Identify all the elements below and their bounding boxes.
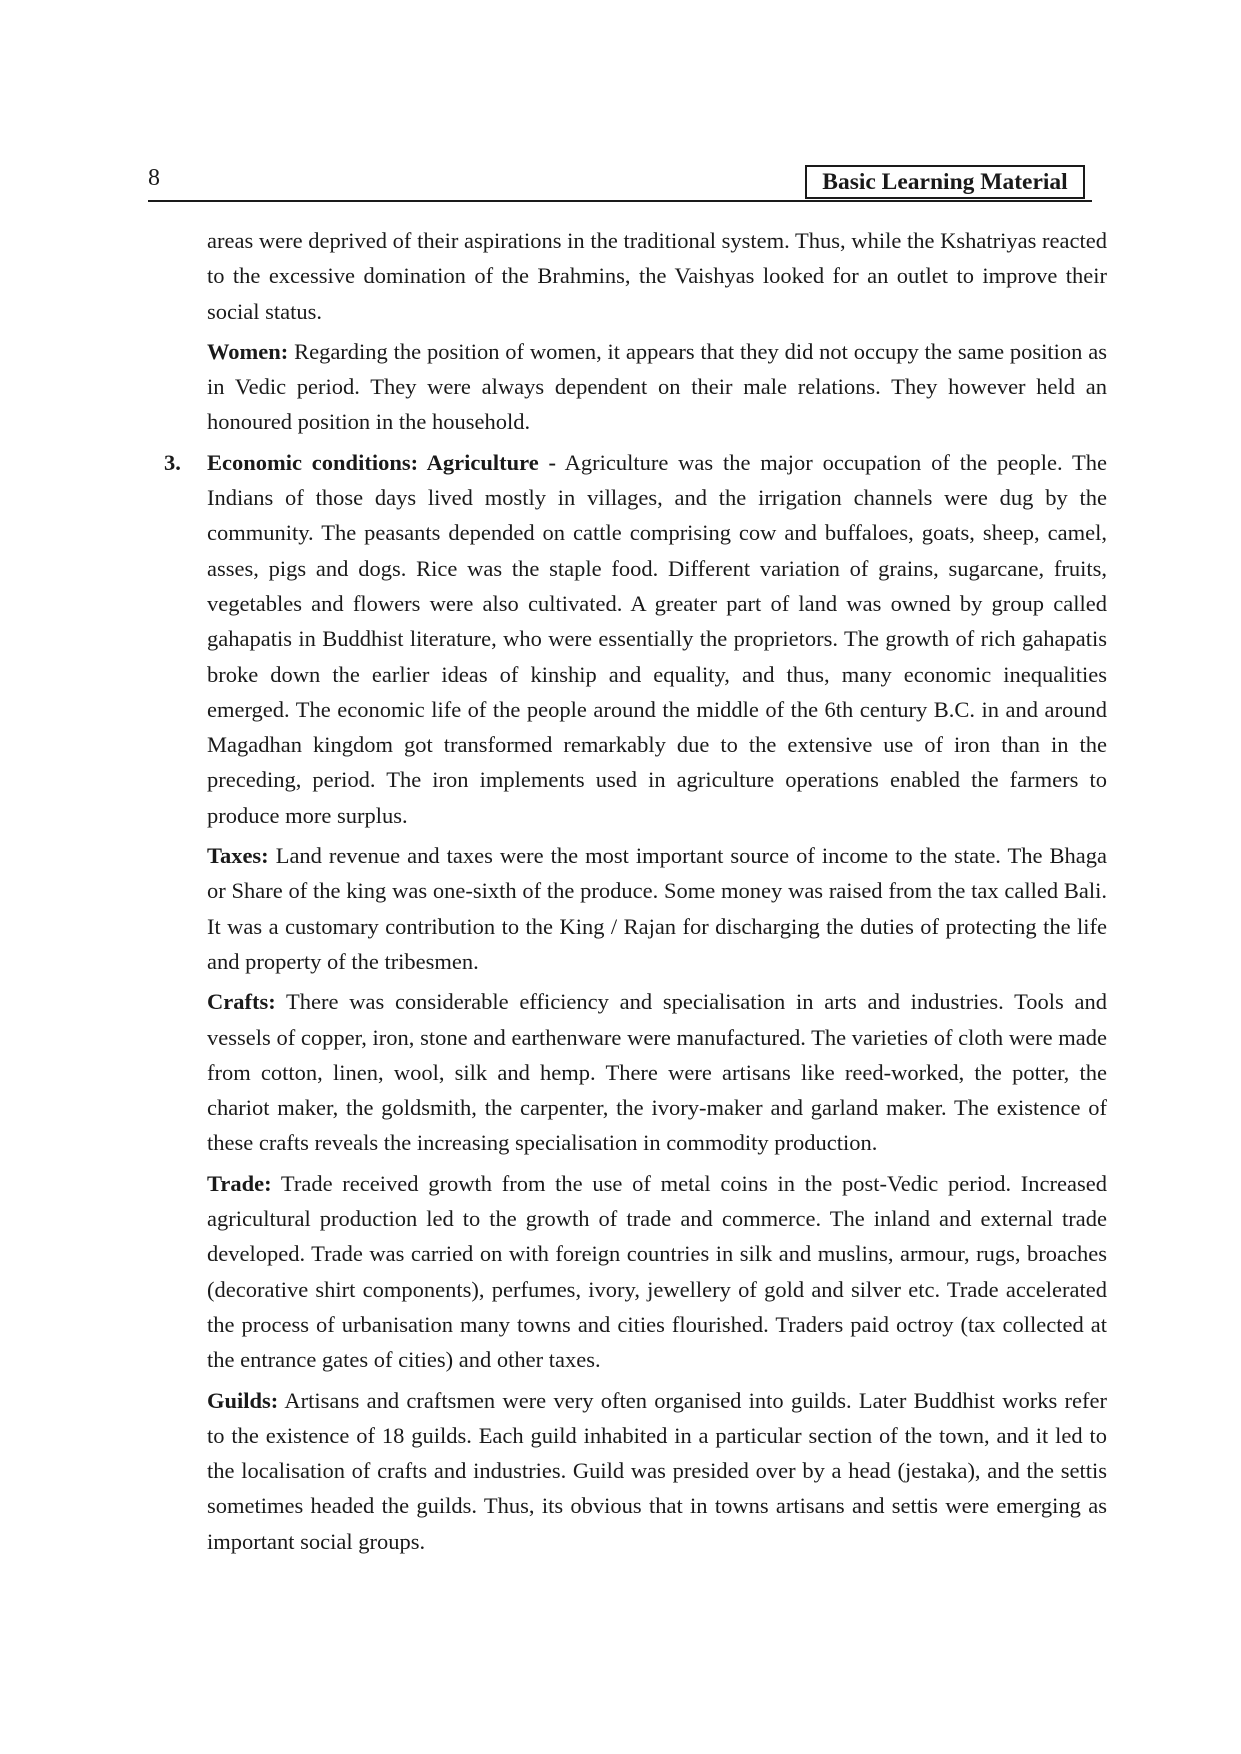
women-paragraph: [207, 334, 1107, 440]
taxes-heading: Taxes:: [207, 843, 269, 869]
crafts-heading: Crafts:: [207, 989, 276, 1015]
women-text: Regarding the position of women, it appears that they did not occupy the same position as in Vedic period. They were always dependent on their male relations. They however held an honoured position in the household.: [207, 338, 1107, 435]
guilds-text: Artisans and craftsmen were very often organised into guilds. Later Buddhist works refer to the existence of 18 guilds. Each guild inhabited in a particular section of the town, and it led to the localisation of crafts and industries. Guild was presided over by a head (jestaka), and the settis sometimes headed the guilds. Thus, its obvious that in towns artisans and settis were emerging as important social groups.: [207, 1387, 1107, 1554]
section-number: 3.: [164, 449, 181, 475]
crafts-text: There was considerable efficiency and specialisation in arts and industries. Tools and vessels of copper, iron, stone and earthenware were manufactured. The varieties of cloth were made from cotton, linen, wool, silk and hemp. There were artisans like reed-worked, the potter, the chariot maker, the goldsmith, the carpenter, the ivory-maker and garland maker. The existence of these crafts reveals the increasing specialisation in commodity production.: [207, 989, 1107, 1156]
guilds-heading: Guilds:: [207, 1387, 279, 1413]
economic-paragraph: [164, 445, 1107, 833]
taxes-paragraph: [207, 838, 1107, 979]
running-title: Basic Learning Material: [805, 165, 1085, 199]
intro-paragraph: areas were deprived of their aspirations in the traditional system. Thus, while the Kshatriyas reacted to the excessive domination of the Brahmins, the Vaishyas looked for an outlet to improve their social status.: [207, 228, 1107, 324]
women-heading: Women:: [207, 338, 289, 364]
page-body: [164, 223, 1107, 1564]
page-number: 8: [148, 165, 160, 191]
economic-heading: Economic conditions: Agriculture -: [207, 449, 557, 475]
header-rule: [148, 200, 1092, 202]
taxes-text: Land revenue and taxes were the most important source of income to the state. The Bhaga or Share of the king was one-sixth of the produce. Some money was raised from the tax called Bali. It was a customary contribution to the King / Rajan for discharging the duties of protecting the life and property of the tribesmen.: [207, 843, 1107, 974]
trade-text: Trade received growth from the use of metal coins in the post-Vedic period. Increased agricultural production led to the growth of trade and commerce. The inland and external trade developed. Trade was carried on with foreign countries in silk and muslins, armour, rugs, broaches (decorative shirt components), perfumes, ivory, jewellery of gold and silver etc. Trade accelerated the process of urbanisation many towns and cities flourished. Traders paid octroy (tax collected at the entrance gates of cities) and other taxes.: [207, 1170, 1107, 1373]
guilds-paragraph: [207, 1383, 1107, 1559]
trade-paragraph: [207, 1166, 1107, 1378]
economic-text: Agriculture was the major occupation of the people. The Indians of those days lived mostly in villages, and the irrigation channels were dug by the community. The peasants depended on cattle comprising cow and buffaloes, goats, sheep, camel, asses, pigs and dogs. Rice was the staple food. Different variation of grains, sugarcane, fruits, vegetables and flowers were also cultivated. A greater part of land was owned by group called gahapatis in Buddhist literature, who were essentially the proprietors. The growth of rich gahapatis broke down the earlier ideas of kinship and equality, and thus, many economic inequalities emerged. The economic life of the people around the middle of the 6th century B.C. in and around Magadhan kingdom got transformed remarkably due to the extensive use of iron than in the preceding, period. The iron implements used in agriculture operations enabled the farmers to produce more surplus.: [207, 449, 1107, 828]
trade-heading: Trade:: [207, 1170, 272, 1196]
crafts-paragraph: [207, 984, 1107, 1160]
